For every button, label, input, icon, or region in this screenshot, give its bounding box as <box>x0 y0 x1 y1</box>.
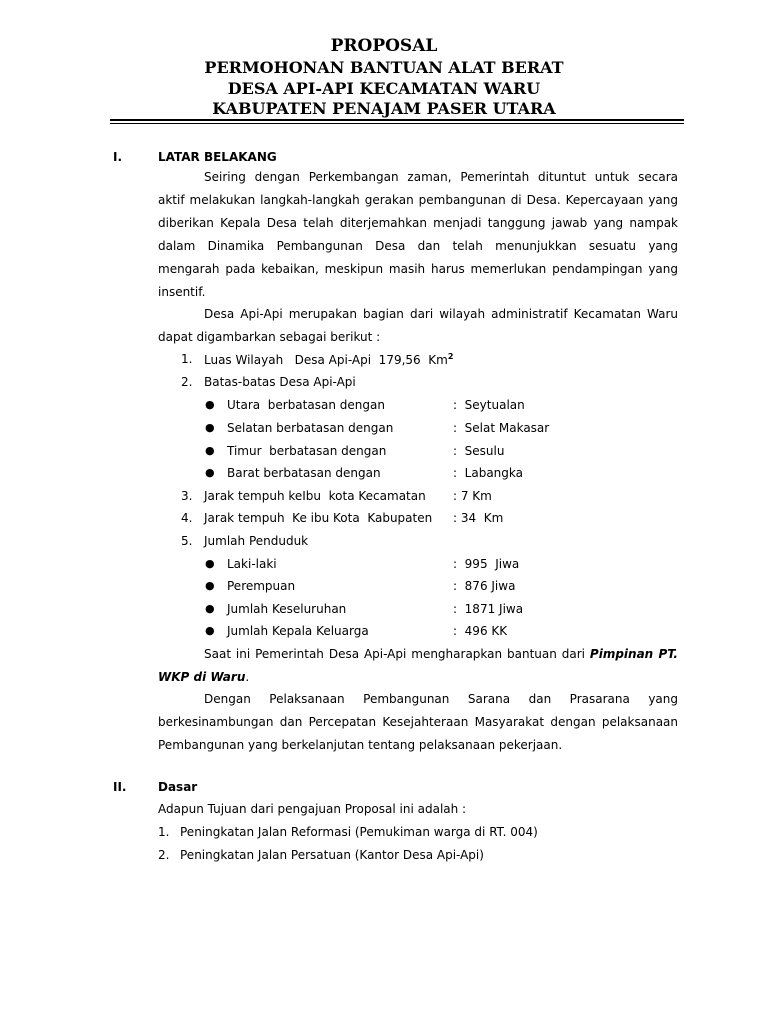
population-label: Jumlah Keseluruhan <box>227 602 347 616</box>
list-number: 3. <box>181 489 193 503</box>
list-number: 4. <box>181 511 193 525</box>
section-1-number: I. <box>113 150 123 164</box>
para2-line: dapat digambarkan sebagai berikut : <box>158 330 381 344</box>
population-value: : 995 Jiwa <box>453 557 520 571</box>
border-label: Barat berbatasan dengan <box>227 466 381 480</box>
population-item: Jumlah Penduduk <box>204 534 309 548</box>
section-2-heading: Dasar <box>158 780 198 794</box>
population-label: Jumlah Kepala Keluarga <box>227 624 369 638</box>
population-value: : 1871 Jiwa <box>453 602 524 616</box>
para4-line: berkesinambungan dan Percepatan Kesejahteraan Masyarakat dengan pelaksanaan <box>158 715 678 729</box>
bullet-icon: ● <box>205 557 215 570</box>
population-label: Laki-laki <box>227 557 277 571</box>
bullet-icon: ● <box>205 398 215 411</box>
para1-line: mengarah pada kebaikan, meskipun masih harus memerlukan pendampingan yang <box>158 262 678 276</box>
doc-subtitle-2: DESA API-API KECAMATAN WARU <box>227 79 541 98</box>
list-number: 1. <box>158 825 170 839</box>
para4-line: Dengan Pelaksanaan Pembangunan Sarana dan Prasarana yang <box>204 692 678 706</box>
population-value: : 496 KK <box>453 624 508 638</box>
header-rule-thin <box>110 123 684 124</box>
para4-line: Pembangunan yang berkelanjutan tentang pelaksanaan pekerjaan. <box>158 738 563 752</box>
border-value: : Labangka <box>453 466 523 480</box>
population-label: Perempuan <box>227 579 296 593</box>
goal-item: Peningkatan Jalan Persatuan (Kantor Desa Api-Api) <box>180 848 484 862</box>
list-number: 2. <box>158 848 170 862</box>
section-1-heading: LATAR BELAKANG <box>158 150 277 164</box>
list-number: 2. <box>181 375 193 389</box>
border-value: : Sesulu <box>453 444 505 458</box>
list-number: 5. <box>181 534 193 548</box>
border-label: Selatan berbatasan dengan <box>227 421 394 435</box>
para1-line: insentif. <box>158 285 206 299</box>
header-rule-thick <box>110 119 684 121</box>
doc-subtitle-1: PERMOHONAN BANTUAN ALAT BERAT <box>204 58 564 77</box>
section-2-number: II. <box>113 780 127 794</box>
para1-line: Seiring dengan Perkembangan zaman, Pemerintah dituntut untuk secara <box>204 170 678 184</box>
border-value: : Seytualan <box>453 398 525 412</box>
doc-subtitle-3: KABUPATEN PENAJAM PASER UTARA <box>212 99 556 118</box>
para2-line: Desa Api-Api merupakan bagian dari wilayah administratif Kecamatan Waru <box>204 307 678 321</box>
section-2-intro: Adapun Tujuan dari pengajuan Proposal ini adalah : <box>158 802 467 816</box>
borders-item: Batas-batas Desa Api-Api <box>204 375 356 389</box>
para3-line: Saat ini Pemerintah Desa Api-Api mengharapkan bantuan dari Pimpinan PT. <box>204 647 678 661</box>
doc-title: PROPOSAL <box>330 36 438 56</box>
bullet-icon: ● <box>205 421 215 434</box>
bullet-icon: ● <box>205 602 215 615</box>
distance-regency-label: Jarak tempuh Ke ibu Kota Kabupaten <box>204 511 433 525</box>
population-value: : 876 Jiwa <box>453 579 516 593</box>
para1-line: aktif melakukan langkah-langkah gerakan pembangunan di Desa. Kepercayaan yang <box>158 193 678 207</box>
bullet-icon: ● <box>205 466 215 479</box>
distance-district-value: : 7 Km <box>453 489 492 503</box>
para1-line: diberikan Kepala Desa telah diterjemahkan menjadi tanggung jawab yang nampak <box>158 216 678 230</box>
goal-item: Peningkatan Jalan Reformasi (Pemukiman warga di RT. 004) <box>180 825 538 839</box>
distance-district-label: Jarak tempuh keIbu kota Kecamatan <box>204 489 426 503</box>
para1-line: dalam Dinamika Pembangunan Desa dan telah menunjukkan sesuatu yang <box>158 239 678 253</box>
area-item: Luas Wilayah Desa Api-Api 179,56 Km$^2$ <box>204 352 454 367</box>
border-label: Timur berbatasan dengan <box>227 444 387 458</box>
distance-regency-value: : 34 Km <box>453 511 504 525</box>
border-label: Utara berbatasan dengan <box>227 398 385 412</box>
bullet-icon: ● <box>205 579 215 592</box>
border-value: : Selat Makasar <box>453 421 550 435</box>
list-number: 1. <box>181 352 193 366</box>
bullet-icon: ● <box>205 624 215 637</box>
bullet-icon: ● <box>205 444 215 457</box>
para3-line: WKP di Waru. <box>158 670 250 684</box>
